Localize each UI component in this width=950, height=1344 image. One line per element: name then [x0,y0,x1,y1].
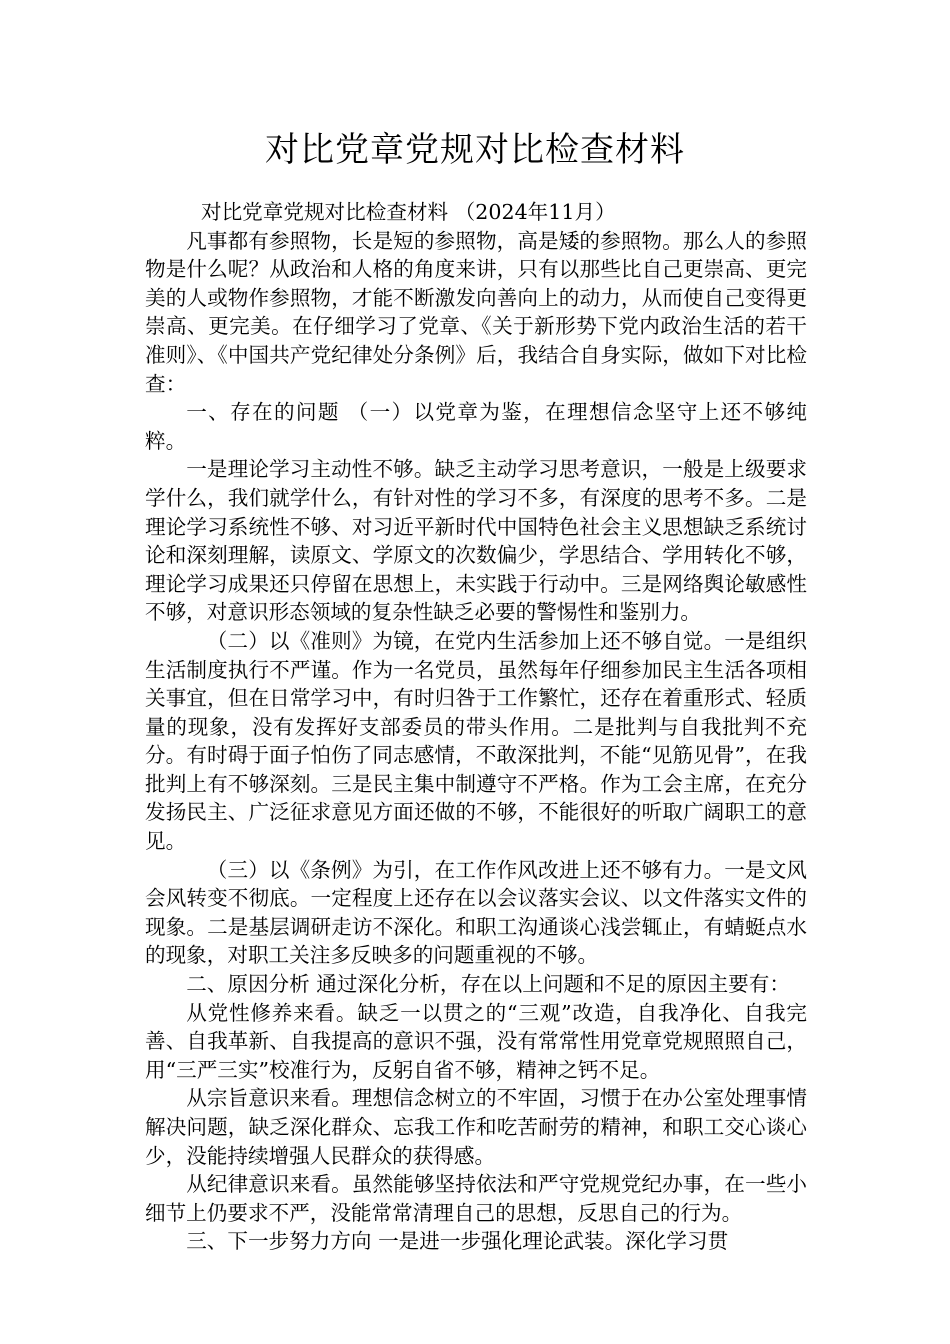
paragraph-work-style: （三）以《条例》为引，在工作作风改进上还不够有力。一是文风会风转变不彻底。一定程度上还存在以会议落实会议、以文件落实文件的现象。二是基层调研走访不深化。和职工沟通谈心浅尝辄止，有蜻蜓点水的现象，对职工关注多反映多的问题重视的不够。 [145,857,807,968]
paragraph-intro: 凡事都有参照物，长是短的参照物，高是矮的参照物。那么人的参照物是什么呢？从政治和人格的角度来讲，只有以那些比自己更崇高、更完美的人或物作参照物，才能不断激发向善向上的动力，从而使自己变得更崇高、更完美。在仔细学习了党章、《关于新形势下党内政治生活的若干准则》、《中国共产党纪律处分条例》后，我结合自身实际，做如下对比检查： [145,228,807,396]
document-subtitle: 对比党章党规对比检查材料 （2024年11月） [201,200,616,224]
paragraph-purpose-awareness: 从宗旨意识来看。理想信念树立的不牢固，习惯于在办公室处理事情解决问题，缺乏深化群众、忘我工作和吃苦耐劳的精神，和职工交心谈心少，没能持续增强人民群众的获得感。 [145,1086,807,1168]
paragraph-section-two-heading: 二、原因分析 通过深化分析，存在以上问题和不足的原因主要有： [186,972,790,997]
paragraph-party-life: （二）以《准则》为镜，在党内生活参加上还不够自觉。一是组织生活制度执行不严谨。作为一名党员，虽然每年仔细参加民主生活各项相关事宜，但在日常学习中，有时归咎于工作繁忙，还存在着重形式、轻质量的现象，没有发挥好支部委员的带头作用。二是批判与自我批判不充分。有时碍于面子怕伤了同志感情，不敢深批判，不能“见筋见骨”，在我批判上有不够深刻。三是民主集中制遵守不严格。作为工会主席，在充分发扬民主、广泛征求意见方面还做的不够，不能很好的听取广阔职工的意见。 [145,628,807,854]
paragraph-section-one-heading: 一、存在的问题 （一）以党章为鉴，在理想信念坚守上还不够纯粹。 [145,400,807,453]
document-title: 对比党章党规对比检查材料 [265,130,685,170]
document-body [145,198,807,1256]
paragraph-theory-study: 一是理论学习主动性不够。缺乏主动学习思考意识，一般是上级要求学什么，我们就学什么，有针对性的学习不多，有深度的思考不多。二是理论学习系统性不够、对习近平新时代中国特色社会主义思想缺乏系统讨论和深刻理解，读原文、学原文的次数偏少，学思结合、学用转化不够，理论学习成果还只停留在思想上，未实践于行动中。三是网络舆论敏感性不够，对意识形态领域的复杂性缺乏必要的警惕性和鉴别力。 [145,457,807,625]
paragraph-discipline-awareness: 从纪律意识来看。虽然能够坚持依法和严守党规党纪办事，在一些小细节上仍要求不严，没能常常清理自己的思想，反思自己的行为。 [145,1172,807,1225]
paragraph-section-three-heading: 三、下一步努力方向 一是进一步强化理论武装。深化学习贯 [186,1229,729,1254]
paragraph-party-spirit: 从党性修养来看。缺乏一以贯之的“三观”改造，自我净化、自我完善、自我革新、自我提高的意识不强，没有常常性用党章党规照照自己，用“三严三实”校准行为，反躬自省不够，精神之钙不足。 [145,1000,807,1082]
